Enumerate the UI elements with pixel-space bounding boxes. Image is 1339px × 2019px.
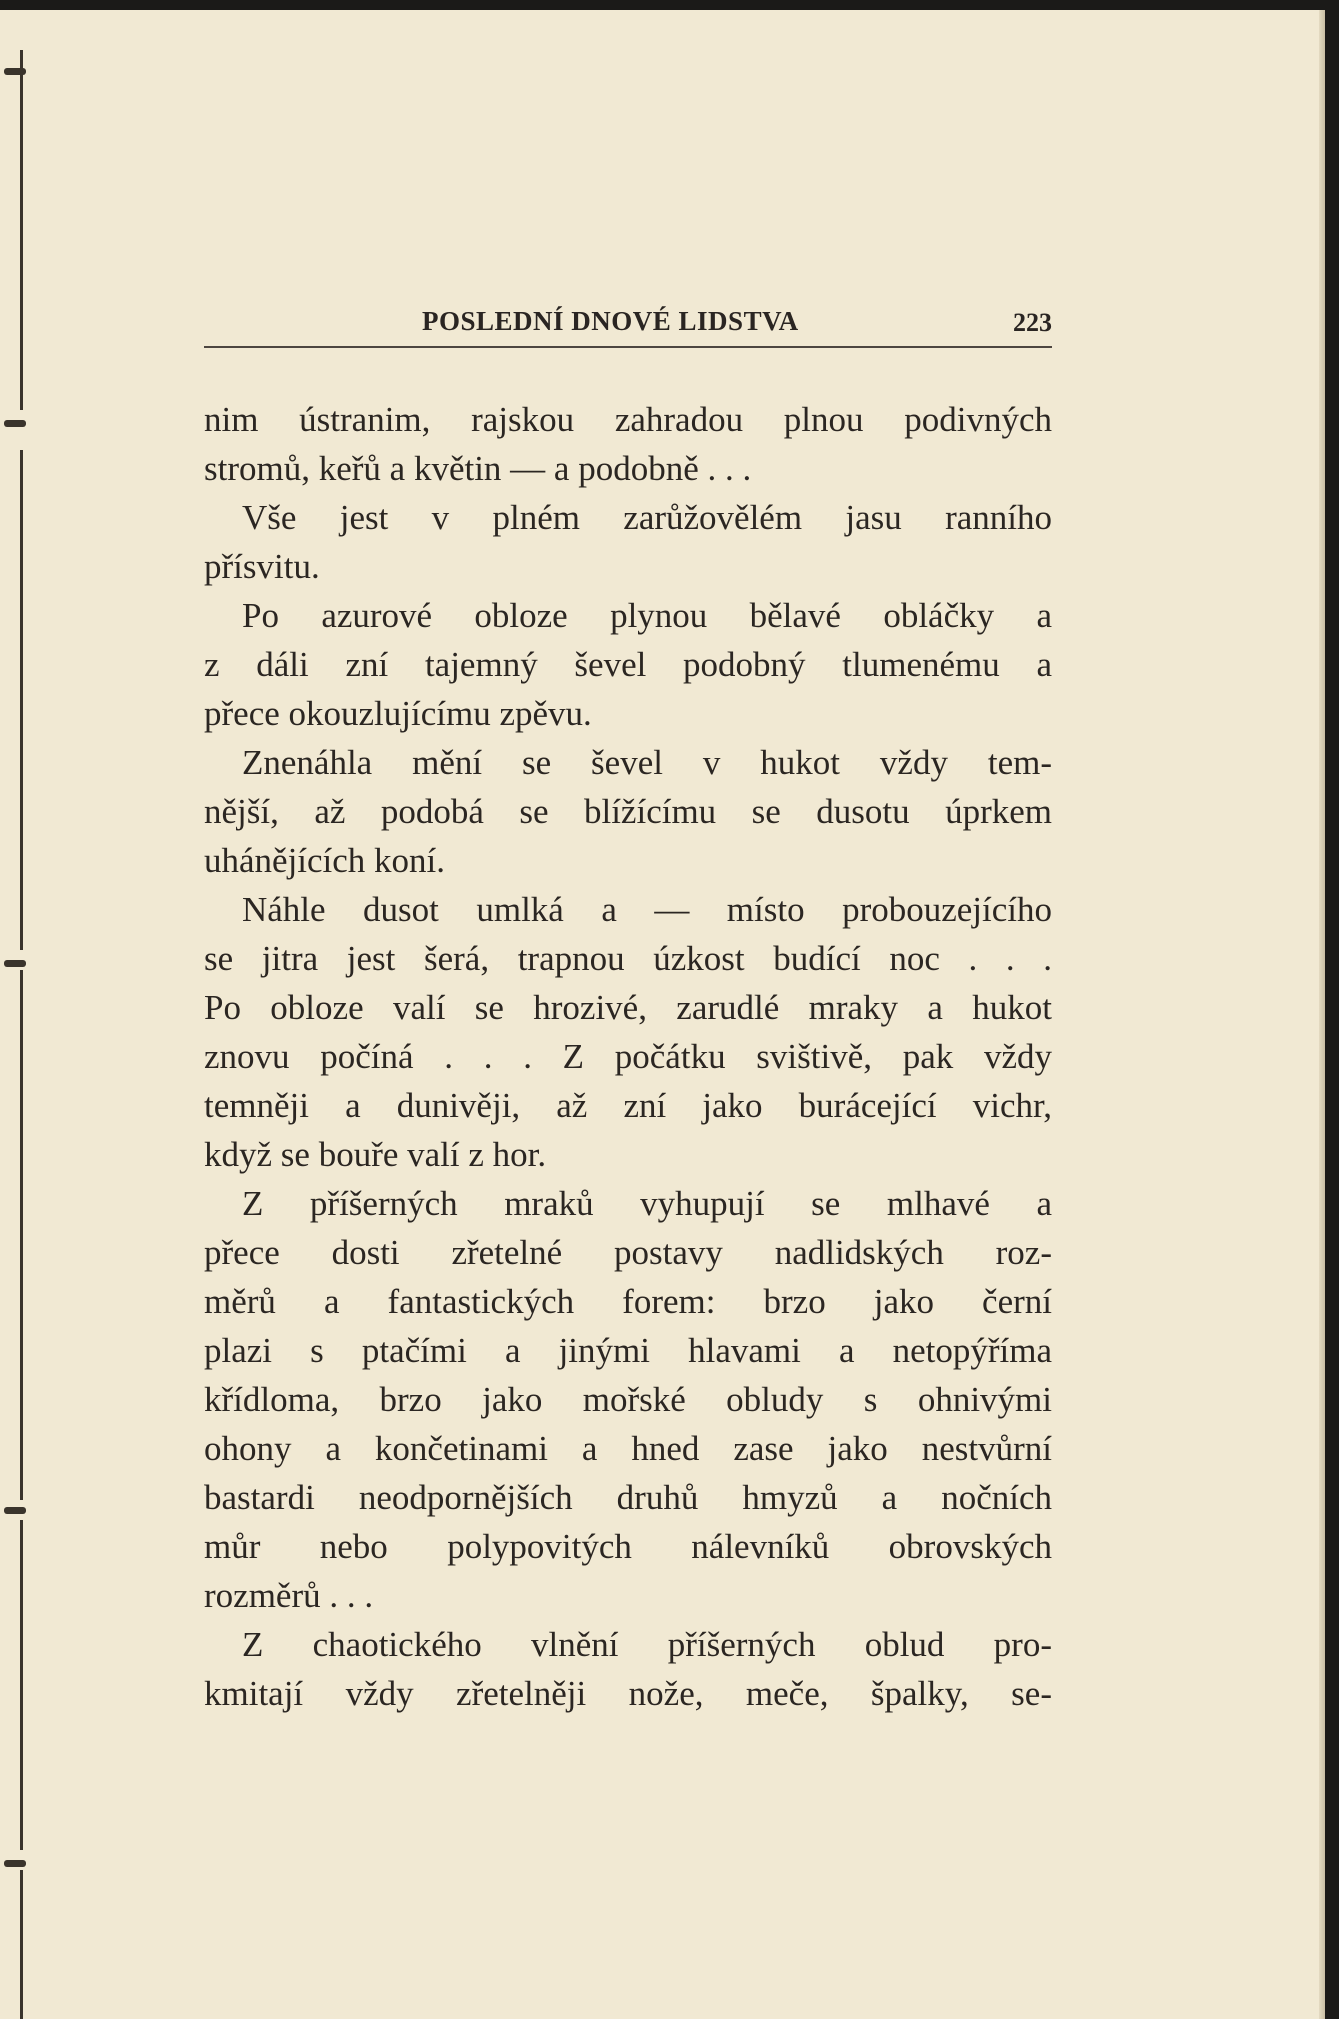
text-line: nější, až podobá se blížícímu se dusotu úprkem (204, 792, 1052, 831)
text-line: ohony a končetinami a hned zase jako nestvůrní (204, 1429, 1052, 1468)
header-rule (204, 346, 1052, 348)
text-line: nim ústranim, rajskou zahradou plnou podivných (204, 400, 1052, 439)
binding-tick-mark (4, 960, 26, 967)
binding-edge-mark (20, 50, 23, 410)
binding-tick-mark (4, 1507, 26, 1514)
paragraph (204, 1620, 1052, 1718)
binding-tick-mark (4, 1860, 26, 1867)
text-line: křídloma, brzo jako mořské obludy s ohnivými (204, 1380, 1052, 1419)
page-edge (1319, 10, 1325, 2019)
paragraph (204, 885, 1052, 1179)
text-line: bastardi neodpornějších druhů hmyzů a nočních (204, 1478, 1052, 1517)
text-line: Vše jest v plném zarůžovělém jasu ranního (242, 498, 1052, 537)
text-line: Znenáhla mění se ševel v hukot vždy tem- (242, 743, 1052, 782)
text-line: kmitají vždy zřetelněji nože, meče, špalky, se- (204, 1674, 1052, 1713)
paragraph (204, 1179, 1052, 1620)
running-head-title: POSLEDNÍ DNOVÉ LIDSTVA (422, 306, 799, 336)
binding-tick-mark (4, 68, 26, 75)
text-line: měrů a fantastických forem: brzo jako černí (204, 1282, 1052, 1321)
paragraph (204, 493, 1052, 591)
text-line: přísvitu. (204, 547, 320, 586)
text-line: se jitra jest šerá, trapnou úzkost budící noc . . . (204, 939, 1052, 978)
text-line: Náhle dusot umlká a — místo probouzejícího (242, 890, 1052, 929)
binding-edge-mark (20, 450, 23, 950)
text-line: když se bouře valí z hor. (204, 1135, 547, 1174)
text-line: Po azurové obloze plynou bělavé obláčky a (242, 596, 1052, 635)
text-line: znovu počíná . . . Z počátku svištivě, pak vždy (204, 1037, 1052, 1076)
text-line: Z chaotického vlnění příšerných oblud pro- (242, 1625, 1052, 1664)
paragraph (204, 591, 1052, 738)
text-line: můr nebo polypovitých nálevníků obrovských (204, 1527, 1052, 1566)
binding-edge-mark (20, 1520, 23, 1850)
text-line: přece okouzlujícímu zpěvu. (204, 694, 592, 733)
text-line: rozměrů . . . (204, 1576, 374, 1615)
binding-tick-mark (4, 420, 26, 427)
text-line: stromů, keřů a květin — a podobně . . . (204, 449, 752, 488)
text-line: plazi s ptačími a jinými hlavami a netopýříma (204, 1331, 1052, 1370)
running-head (204, 292, 1052, 352)
paragraph (204, 738, 1052, 885)
text-line: Z příšerných mraků vyhupují se mlhavé a (242, 1184, 1052, 1223)
text-line: přece dosti zřetelné postavy nadlidských roz- (204, 1233, 1052, 1272)
page-number: 223 (1013, 308, 1052, 337)
binding-edge-mark (20, 1870, 23, 2019)
binding-edge-mark (20, 970, 23, 1500)
paragraph (204, 395, 1052, 493)
body-text (204, 395, 1052, 1718)
text-line: uhánějících koní. (204, 841, 446, 880)
text-line: z dáli zní tajemný ševel podobný tlumenému a (204, 645, 1052, 684)
text-line: temněji a dunivěji, až zní jako burácející vichr, (204, 1086, 1052, 1125)
text-line: Po obloze valí se hrozivé, zarudlé mraky a hukot (204, 988, 1052, 1027)
book-page (0, 10, 1325, 2019)
